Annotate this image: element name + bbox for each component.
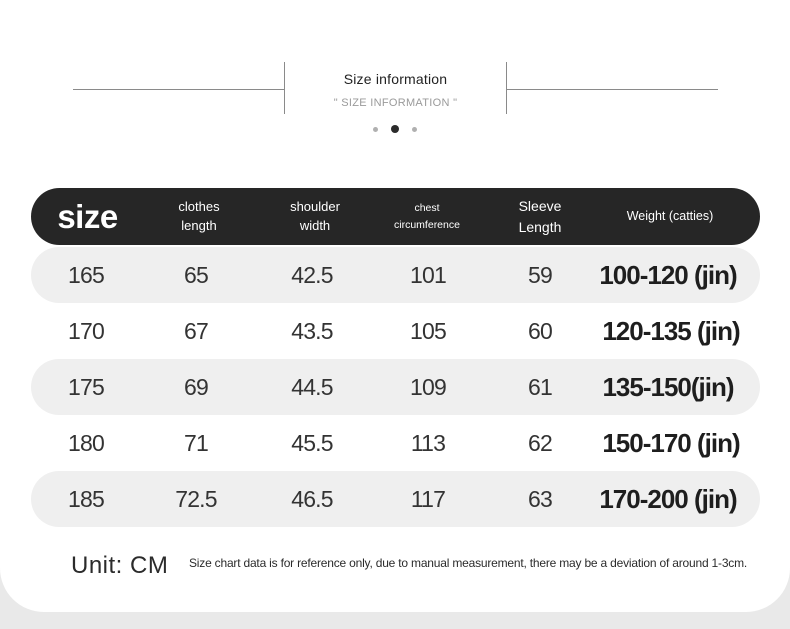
column-header-shoulder-width: shoulder width xyxy=(290,198,340,233)
cell-shoulder-width: 43.5 xyxy=(291,317,333,344)
disclaimer-note: Size chart data is for reference only, due to manual measurement, there may be a deviation of around 1-3cm. xyxy=(189,556,748,570)
page-subtitle: " SIZE INFORMATION " xyxy=(333,97,458,109)
cell-chest: 101 xyxy=(410,261,446,288)
table-row xyxy=(31,471,760,527)
cell-clothes-length: 69 xyxy=(184,373,208,400)
cell-chest: 117 xyxy=(410,485,446,512)
cell-clothes-length: 72.5 xyxy=(175,485,217,512)
table-row xyxy=(31,303,760,359)
column-header-clothes-length: clothes length xyxy=(178,198,220,233)
column-header-sleeve-length: Sleeve Length xyxy=(518,198,562,235)
cell-clothes-length: 67 xyxy=(184,317,208,344)
size-info-header xyxy=(0,62,790,122)
page-title: Size information xyxy=(343,71,448,87)
cell-size: 185 xyxy=(68,485,104,512)
cell-size: 165 xyxy=(68,261,104,288)
dot-indicator xyxy=(412,127,417,132)
cell-chest: 105 xyxy=(410,317,446,344)
column-header-chest-circumference: chest circumference xyxy=(394,202,460,231)
cell-sleeve: 61 xyxy=(528,373,552,400)
table-row xyxy=(31,247,760,303)
cell-clothes-length: 65 xyxy=(184,261,208,288)
cell-sleeve: 62 xyxy=(528,429,552,456)
cell-size: 170 xyxy=(68,317,104,344)
cell-sleeve: 60 xyxy=(528,317,552,344)
cell-weight: 120-135 (jin) xyxy=(602,315,740,346)
cell-shoulder-width: 44.5 xyxy=(291,373,333,400)
unit-label: Unit: CM xyxy=(71,552,169,579)
cell-weight: 150-170 (jin) xyxy=(602,427,740,458)
cell-size: 175 xyxy=(68,373,104,400)
column-header-weight: Weight (catties) xyxy=(626,209,714,224)
cell-shoulder-width: 45.5 xyxy=(291,429,333,456)
column-header-size: size xyxy=(57,197,118,235)
header-bracket-right xyxy=(506,62,507,114)
table-header xyxy=(31,188,760,245)
header-divider-right xyxy=(507,89,718,90)
cell-chest: 109 xyxy=(410,373,446,400)
cell-weight: 100-120 (jin) xyxy=(599,259,737,290)
table-row xyxy=(31,359,760,415)
header-divider-left xyxy=(73,89,284,90)
pagination-dots xyxy=(0,125,790,133)
cell-weight: 170-200 (jin) xyxy=(599,483,737,514)
cell-sleeve: 63 xyxy=(528,485,552,512)
cell-sleeve: 59 xyxy=(528,261,552,288)
cell-size: 180 xyxy=(68,429,104,456)
cell-chest: 113 xyxy=(410,429,446,456)
table-row xyxy=(31,415,760,471)
cell-weight: 135-150(jin) xyxy=(602,371,734,402)
cell-shoulder-width: 46.5 xyxy=(291,485,333,512)
cell-clothes-length: 71 xyxy=(184,429,208,456)
dot-indicator xyxy=(373,127,378,132)
dot-indicator-active xyxy=(391,125,399,133)
cell-shoulder-width: 42.5 xyxy=(291,261,333,288)
